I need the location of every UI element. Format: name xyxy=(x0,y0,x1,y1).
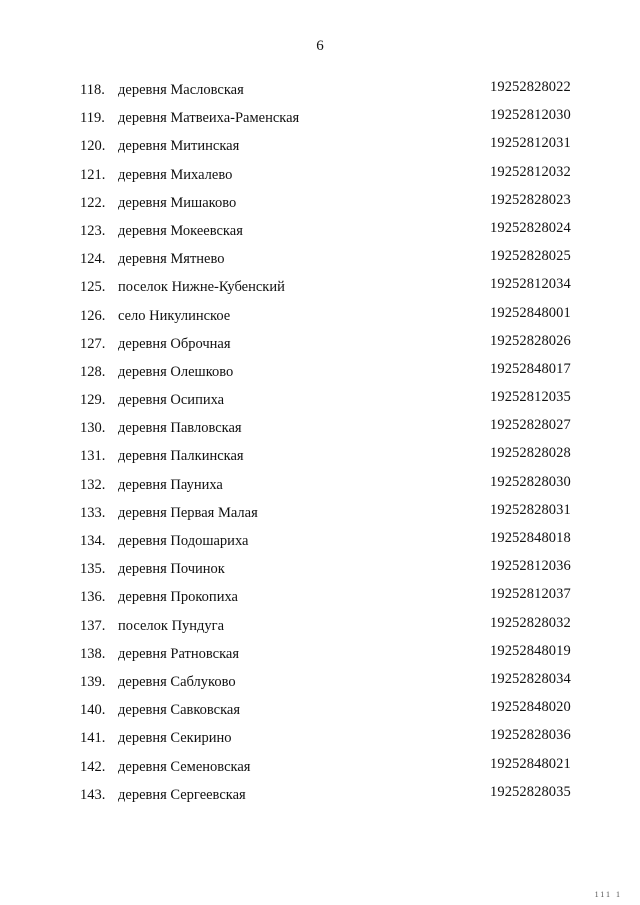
oktmo-code: 19252828036 xyxy=(490,727,571,744)
settlement-name: деревня Секирино xyxy=(118,730,232,747)
row-number: 142. xyxy=(80,758,106,775)
settlement-name: деревня Павловская xyxy=(118,420,242,437)
settlement-name: деревня Мокеевская xyxy=(118,222,243,239)
list-row xyxy=(0,136,640,164)
row-number: 130. xyxy=(80,420,106,437)
settlement-name: деревня Мишаково xyxy=(118,194,237,211)
oktmo-code: 19252812032 xyxy=(490,163,571,180)
oktmo-code: 19252828030 xyxy=(490,473,571,490)
settlement-name: деревня Первая Малая xyxy=(118,504,258,521)
row-number: 137. xyxy=(80,617,106,634)
row-number: 133. xyxy=(80,504,106,521)
oktmo-code: 19252828027 xyxy=(490,417,571,434)
settlement-name: деревня Оброчная xyxy=(118,335,231,352)
list-row xyxy=(0,418,640,446)
list-row xyxy=(0,475,640,503)
settlement-name: деревня Подошариха xyxy=(118,533,249,549)
settlement-name: деревня Семеновская xyxy=(118,758,251,775)
row-number: 128. xyxy=(80,363,106,380)
oktmo-code: 19252812030 xyxy=(490,107,571,124)
list-row xyxy=(0,362,640,390)
list-row xyxy=(0,531,640,559)
row-number: 132. xyxy=(80,476,106,493)
list-row xyxy=(0,616,640,644)
row-number: 129. xyxy=(80,392,106,409)
settlement-name: деревня Сергеевская xyxy=(118,786,246,803)
settlement-name: деревня Масловская xyxy=(118,82,244,98)
row-number: 141. xyxy=(80,730,106,747)
list-row xyxy=(0,785,640,813)
oktmo-code: 19252848019 xyxy=(490,642,571,659)
oktmo-code: 19252828023 xyxy=(490,191,571,208)
settlement-name: деревня Олешково xyxy=(118,363,234,380)
list-row xyxy=(0,193,640,221)
list-row xyxy=(0,503,640,531)
oktmo-code: 19252848001 xyxy=(490,304,571,321)
settlement-name: деревня Михалево xyxy=(118,166,233,183)
settlement-name: деревня Саблуково xyxy=(118,673,236,690)
page-number: 6 xyxy=(316,38,324,54)
list-row xyxy=(0,672,640,700)
footer-marks: 111 1 xyxy=(594,890,622,899)
settlement-name: деревня Матвеиха-Раменская xyxy=(118,110,300,127)
row-number: 131. xyxy=(80,448,106,465)
row-number: 121. xyxy=(80,166,106,183)
list-row xyxy=(0,306,640,334)
oktmo-code: 19252848017 xyxy=(490,360,571,377)
settlement-name: деревня Ратновская xyxy=(118,645,239,662)
oktmo-code: 19252828026 xyxy=(490,332,571,349)
row-number: 118. xyxy=(80,82,105,98)
oktmo-code: 19252848020 xyxy=(490,699,571,716)
settlement-name: деревня Прокопиха xyxy=(118,589,238,606)
list-row xyxy=(0,277,640,305)
settlement-name: поселок Пундуга xyxy=(118,617,225,634)
oktmo-code: 19252812036 xyxy=(490,558,571,575)
row-number: 126. xyxy=(80,307,106,324)
list-row xyxy=(0,728,640,756)
list-row xyxy=(0,80,640,108)
oktmo-code: 19252812037 xyxy=(490,586,571,603)
row-number: 120. xyxy=(80,138,106,155)
row-number: 123. xyxy=(80,222,106,239)
settlement-name: село Никулинское xyxy=(118,307,231,324)
row-number: 124. xyxy=(80,251,106,268)
row-number: 127. xyxy=(80,335,106,352)
row-number: 140. xyxy=(80,702,106,719)
oktmo-code: 19252828022 xyxy=(490,79,571,95)
oktmo-code: 19252828031 xyxy=(490,501,571,518)
list-row xyxy=(0,249,640,277)
oktmo-code: 19252848021 xyxy=(490,755,571,772)
list-row xyxy=(0,559,640,587)
list-row xyxy=(0,390,640,418)
oktmo-code: 19252828025 xyxy=(490,248,571,265)
oktmo-code: 19252812031 xyxy=(490,135,571,152)
row-number: 119. xyxy=(80,110,105,127)
settlement-name: деревня Пауниха xyxy=(118,476,223,493)
settlement-name: деревня Починок xyxy=(118,561,225,578)
list-row xyxy=(0,334,640,362)
list-row xyxy=(0,446,640,474)
list-row xyxy=(0,644,640,672)
oktmo-code: 19252828028 xyxy=(490,445,571,462)
settlement-name: деревня Савковская xyxy=(118,702,241,719)
settlement-name: поселок Нижне-Кубенский xyxy=(118,279,285,296)
row-number: 135. xyxy=(80,561,106,578)
list-row xyxy=(0,165,640,193)
oktmo-code: 19252828032 xyxy=(490,614,571,631)
list-row xyxy=(0,700,640,728)
oktmo-code: 19252828035 xyxy=(490,783,571,800)
list-row xyxy=(0,587,640,615)
list-row xyxy=(0,757,640,785)
oktmo-code: 19252812034 xyxy=(490,276,571,293)
row-number: 143. xyxy=(80,786,106,803)
settlement-name: деревня Митинская xyxy=(118,138,240,155)
list-row xyxy=(0,108,640,136)
row-number: 138. xyxy=(80,645,106,662)
oktmo-code: 19252812035 xyxy=(490,389,571,406)
settlement-name: деревня Мятнево xyxy=(118,251,225,268)
row-number: 125. xyxy=(80,279,106,296)
settlement-name: деревня Осипиха xyxy=(118,392,225,409)
row-number: 139. xyxy=(80,673,106,690)
oktmo-code: 19252828034 xyxy=(490,670,571,687)
list-row xyxy=(0,221,640,249)
oktmo-code: 19252848018 xyxy=(490,530,571,546)
row-number: 122. xyxy=(80,194,106,211)
oktmo-code: 19252828024 xyxy=(490,219,571,236)
settlement-list xyxy=(0,80,640,813)
row-number: 134. xyxy=(80,533,106,549)
row-number: 136. xyxy=(80,589,106,606)
settlement-name: деревня Палкинская xyxy=(118,448,244,465)
